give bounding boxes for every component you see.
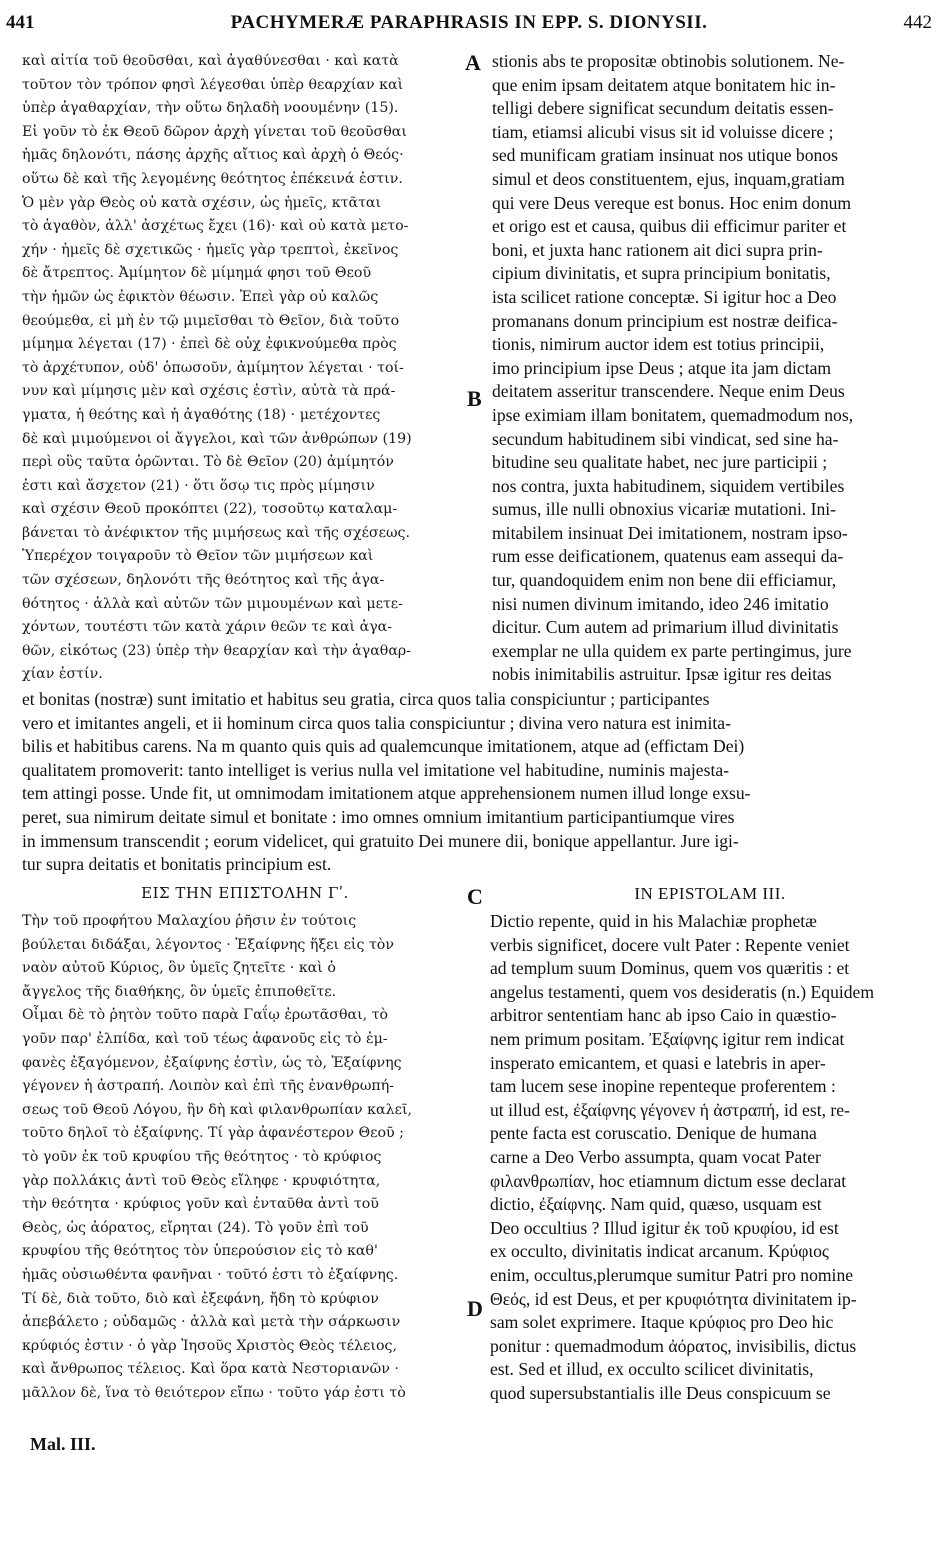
text-line: peret, sua nimirum deitate simul et bonitate : imo omnes omnium imitantium participantiumque vires: [22, 806, 735, 827]
text-line: ut illud est, ἐξαίφνης γέγονεν ἡ ἀστραπή, id est, re-: [490, 1099, 850, 1120]
page-number-right: 442: [903, 12, 932, 33]
text-line: Τὴν τοῦ προφήτου Μαλαχίου ῥῆσιν ἐν τούτοις: [22, 913, 357, 929]
text-line: θῶν, εἰκότως (23) ὑπὲρ τὴν θεαρχίαν καὶ τὴν ἀγαθαρ-: [22, 642, 412, 659]
text-line: σεως τοῦ Θεοῦ Λόγου, ἣν δὴ καὶ φιλανθρωπίαν καλεῖ,: [22, 1101, 413, 1118]
text-line: θότητος · ἀλλὰ καὶ αὐτῶν τῶν μιμουμένων καὶ μετε-: [22, 595, 403, 612]
text-line: τὴν θεότητα · κρύφιος γοῦν καὶ ἐνταῦθα ἀντὶ τοῦ: [22, 1196, 379, 1213]
text-line: mitabilem insinuat Dei imitationem, nostram ipso-: [492, 522, 848, 543]
text-line: Εἰ γοῦν τὸ ἐκ Θεοῦ δῶρον ἀρχὴ γίνεται τοῦ θεοῦσθαι: [22, 123, 407, 140]
text-line: Οἶμαι δὲ τὸ ῥητὸν τοῦτο παρὰ Γαΐῳ ἐρωτᾶσθαι, τὸ: [22, 1007, 389, 1024]
text-line: cipium divinitatis, et supra principium bonitatis,: [492, 263, 831, 284]
margin-marker-d: D: [467, 1296, 483, 1321]
margin-marker-b: B: [467, 386, 482, 411]
text-line: bitudine seu qualitate habet, nec jure participii ;: [492, 452, 828, 473]
text-line: nobis inimitabilis astruitur. Ipsæ igitur res deitas: [492, 664, 832, 685]
text-line: rum esse deificationem, quatenus eam assequi da-: [492, 546, 844, 567]
latin-section-heading: IN EPISTOLAM III.: [634, 884, 786, 903]
text-line: bilis et habitibus carens. Na m quanto quis quis ad qualemcunque imitationem, atque ad (effictam Dei): [22, 736, 745, 757]
text-line: dictio, ἐξαίφνης. Nam quid, quæso, usquam est: [490, 1194, 822, 1215]
latin-column-bottom: [490, 910, 924, 1405]
greek-section-heading: ΕΙΣ ΤΗΝ ΕΠΙΣΤΟΛΗΝ Γʹ.: [141, 884, 349, 902]
text-line: τῶν σχέσεων, δηλονότι τῆς θεότητος καὶ τῆς ἀγα-: [22, 572, 385, 589]
text-line: Θεὸς, ὡς ἀόρατος, εἴρηται (24). Τὸ γοῦν ἐπὶ τοῦ: [22, 1219, 369, 1236]
text-line: deitatem asseritur transcendere. Neque enim Deus: [492, 381, 845, 402]
text-line: et bonitas (nostræ) sunt imitatio et habitus seu gratia, circa quos talia conspiciuntur ; participantes: [22, 689, 710, 709]
text-line: ponitur : quemadmodum ἀόρατος, invisibilis, dictus: [490, 1335, 857, 1356]
text-line: ἄγγελος τῆς διαθήκης, ὃν ὑμεῖς ἐπιποθεῖτε.: [22, 983, 337, 1000]
latin-column-top: [492, 50, 924, 687]
page-header: [6, 12, 932, 42]
text-line: δὲ καὶ μιμούμενοι οἱ ἄγγελοι, καὶ τῶν ἀνθρώπων (19): [22, 430, 412, 447]
text-line: simul et deos constituentem, ejus, inquam,gratiam: [492, 168, 845, 189]
text-line: ἐστι καὶ ἄσχετον (21) · ὅτι ὅσῳ τις πρὸς μίμησιν: [22, 477, 375, 494]
text-line: κρύφιός ἐστιν · ὁ γὰρ Ἰησοῦς Χριστὸς Θεὸς τέλειος,: [22, 1337, 397, 1354]
text-line: quod supersubstantialis ille Deus conspicuum se: [490, 1382, 831, 1403]
text-line: in immensum transcendit ; eorum videlicet, qui gratuito Dei munere dii, bonique appellantur. Jure igi-: [22, 830, 739, 851]
text-line: χόντων, τουτέστι τῶν κατὰ χάριν θεῶν τε καὶ ἀγα-: [22, 619, 393, 636]
text-line: tur supra deitatis et bonitatis principium est.: [22, 854, 332, 875]
text-line: tur, quandoquidem enim non bene dii efficiamur,: [492, 570, 837, 591]
text-line: γοῦν παρ' ἐλπίδα, καὶ τοῦ τέως ἀφανοῦς εἰς τὸ ἐμ-: [22, 1030, 388, 1047]
text-line: exemplar ne ulla quidem ex parte pertingimus, jure: [492, 640, 852, 661]
text-line: ad templum suum Dominus, quem vos quæritis : et: [490, 958, 850, 979]
text-line: καὶ αἰτία τοῦ θεοῦσθαι, καὶ ἀγαθύνεσθαι · καὶ κατὰ: [22, 53, 399, 69]
text-line: Ὁ μὲν γὰρ Θεὸς οὐ κατὰ σχέσιν, ὡς ἡμεῖς, κτᾶται: [22, 194, 382, 211]
text-line: sam solet exprimere. Itaque κρύφιος pro Deo hic: [490, 1312, 834, 1333]
text-line: ἡμᾶς δηλονότι, πάσης ἀρχῆς αἴτιος καὶ ἀρχὴ ὁ Θεός·: [22, 147, 404, 164]
text-line: qui vere Deus vereque est bonus. Hoc enim donum: [492, 192, 852, 213]
text-line: imo principium ipse Deus ; atque ita jam dictam: [492, 357, 832, 378]
text-line: χήν · ἡμεῖς δὲ σχετικῶς · ἡμεῖς γὰρ τρεπτοὶ, ἐκεῖνος: [22, 241, 399, 258]
text-line: ὑπὲρ ἀγαθαρχίαν, τὴν οὕτω δηλαδὴ νοουμένην (15).: [22, 100, 399, 117]
text-line: enim, occultus,plerumque sumitur Patri pro nomine: [490, 1264, 854, 1285]
text-line: τοῦτον τὸν τρόπον φησὶ λέγεσθαι ὑπὲρ θεαρχίαν καὶ: [22, 76, 404, 93]
text-line: ex occulto, divinitatis indicat arcanum. Κρύφιος: [490, 1241, 829, 1262]
greek-column-top: [22, 50, 462, 687]
text-line: κρυφίου τῆς θεότητος τὸν ὑπερούσιον εἰς τὸ καθ': [22, 1243, 378, 1260]
text-line: sed munificam gratiam insinuat nos utique bonos: [492, 145, 838, 166]
text-line: δὲ ἄτρεπτος. Ἀμίμητον δὲ μίμημά φησι τοῦ Θεοῦ: [22, 265, 372, 282]
text-line: nisi numen divinum imitando, ideo 246 imitatio: [492, 593, 829, 614]
text-line: Τί δὲ, διὰ τοῦτο, διὸ καὶ ἐξεφάνη, ἤδη τὸ κρύφιον: [22, 1290, 379, 1307]
text-line: telligi debere significat secundum deitatis essen-: [492, 98, 834, 119]
text-line: μίμημα λέγεται (17) · ἐπεὶ δὲ οὐχ ἐφικνούμεθα πρὸς: [22, 336, 397, 353]
text-line: βούλεται διδάξαι, λέγοντος · Ἐξαίφνης ἥξει εἰς τὸν: [22, 936, 394, 953]
text-line: νυν καὶ μίμησις μὲν καὶ σχέσις ἐστὶν, αὐτὰ τὰ πρά-: [22, 383, 396, 400]
text-line: βάνεται τὸ ἀνέφικτον τῆς μιμήσεως καὶ τῆς σχέσεως.: [22, 524, 410, 541]
text-line: tionis, nimirum auctor idem est totius principii,: [492, 334, 825, 355]
text-line: ἀπεβάλετο ; οὐδαμῶς · ἀλλὰ καὶ μετὰ τὴν σάρκωσιν: [22, 1314, 401, 1331]
text-line: γὰρ πολλάκις ἀντὶ τοῦ Θεὸς εἴληφε · κρυφιότητα,: [22, 1172, 381, 1189]
text-line: angelus testamenti, quem vos desideratis (n.) Equidem: [490, 981, 875, 1002]
page-number-left: 441: [6, 12, 35, 33]
text-line: γέγονεν ἡ ἀστραπή. Λοιπὸν καὶ ἐπὶ τῆς ἐνανθρωπή-: [22, 1078, 395, 1095]
text-line: Deo occultius ? Illud igitur ἐκ τοῦ κρυφίου, id est: [490, 1217, 839, 1238]
text-line: καὶ σχέσιν Θεοῦ προκόπτει (22), τοσοῦτῳ καταλαμ-: [22, 501, 398, 518]
text-line: ναὸν αὐτοῦ Κύριος, ὃν ὑμεῖς ζητεῖτε · καὶ ὁ: [22, 960, 336, 977]
text-line: ipse eximiam illam bonitatem, quemadmodum nos,: [492, 404, 854, 425]
text-line: τὸ ἀγαθὸν, ἀλλ' ἀσχέτως ἔχει (16)· καὶ οὐ κατὰ μετο-: [22, 218, 409, 235]
text-line: secundum habitudinem sibi vindicat, sed sine ha-: [492, 428, 839, 449]
latin-full-width-paragraph: [22, 688, 924, 877]
text-line: vero et imitantes angeli, et ii hominum circa quos talia conspiciuntur ; divina vero natura est inimita-: [22, 712, 731, 733]
text-line: οὕτω δὲ καὶ τῆς λεγομένης θεότητος ἐπέκεινά ἐστιν.: [22, 170, 403, 187]
text-line: τὸ γοῦν ἐκ τοῦ κρυφίου τῆς θεότητος · τὸ κρύφιος: [22, 1148, 382, 1165]
text-line: dicitur. Cum autem ad primarium illud divinitatis: [492, 617, 839, 638]
margin-marker-a: A: [465, 50, 481, 75]
text-line: pente facta est coruscatio. Denique de humana: [490, 1123, 817, 1144]
scripture-footnote: Mal. III.: [30, 1434, 96, 1454]
text-line: stionis abs te propositæ obtinobis solutionem. Ne-: [492, 51, 845, 71]
text-line: τὴν ἡμῶν ὡς ἐφικτὸν θέωσιν. Ἐπεὶ γὰρ οὐ καλῶς: [22, 288, 379, 305]
text-line: τὸ ἀρχέτυπον, οὐδ' ὁπωσοῦν, ἀμίμητον λέγεται · τοί-: [22, 359, 404, 376]
text-line: τοῦτο δηλοῖ τὸ ἐξαίφνης. Τί γὰρ ἀφανέστερον Θεοῦ ;: [22, 1125, 404, 1142]
text-line: insperato emicantem, et quasi e latebris in aper-: [490, 1052, 826, 1073]
text-line: φιλανθρωπίαν, hoc etiamnum dictum esse declarat: [490, 1170, 847, 1191]
text-line: περὶ οὓς ταῦτα ὁρῶνται. Τὸ δὲ Θεῖον (20) ἀμίμητόν: [22, 454, 394, 471]
text-line: qualitatem promoverit: tanto intelliget is verius nulla vel imitatione vel habitudine, numinis majesta-: [22, 759, 730, 780]
text-line: ista scilicet ratione conceptæ. Si igitur hoc a Deo: [492, 286, 837, 307]
text-line: Dictio repente, quid in his Malachiæ prophetæ: [490, 911, 817, 931]
text-line: sumus, ille nulli obnoxius vicariæ mutationi. Ini-: [492, 499, 837, 520]
text-line: boni, et juxta hanc rationem ait dici supra prin-: [492, 239, 823, 260]
text-line: carne a Deo Verbo assumpta, quam vocat Pater: [490, 1146, 821, 1167]
text-line: Ὑπερέχον τοιγαροῦν τὸ Θεῖον τῶν μιμήσεων καὶ: [22, 548, 374, 565]
text-line: est. Sed et illud, ex occulto scilicet divinitatis,: [490, 1359, 814, 1380]
text-line: ἡμᾶς οὐσιωθέντα φανῆναι · τοῦτό ἐστι τὸ ἐξαίφνης.: [22, 1266, 399, 1283]
text-line: γματα, ἡ θεότης καὶ ἡ ἀγαθότης (18) · μετέχοντες: [22, 406, 381, 423]
text-line: arbitror sententiam hanc ab ipso Caio in quæstio-: [490, 1005, 837, 1026]
text-line: θεούμεθα, εἰ μὴ ἐν τῷ μιμεῖσθαι τὸ Θεῖον, διὰ τοῦτο: [22, 312, 400, 329]
text-line: verbis significet, docere vult Pater : Repente veniet: [490, 934, 850, 955]
text-line: tem attingi posse. Unde fit, ut omnimodam imitationem atque apprehensionem numen illud longe exsu-: [22, 783, 751, 804]
text-line: χίαν ἐστίν.: [22, 666, 103, 683]
text-line: Θεός, id est Deus, et per κρυφιότητα divinitatem ip-: [490, 1288, 857, 1309]
text-line: καὶ ἄνθρωπος τέλειος. Καὶ ὅρα κατὰ Νεστοριανῶν ·: [22, 1361, 399, 1378]
text-line: tiam, etiamsi alicubi visus sit id voluisse dicere ;: [492, 121, 834, 142]
margin-marker-c: C: [467, 884, 483, 909]
text-line: tam lucem sese inopine repenteque proferentem :: [490, 1076, 836, 1097]
text-line: que enim ipsam deitatem atque bonitatem hic in-: [492, 74, 836, 95]
greek-column-bottom: [22, 910, 462, 1405]
text-line: μᾶλλον δὲ, ἵνα τὸ θειότερον εἴπω · τοῦτο γάρ ἐστι τὸ: [22, 1384, 406, 1401]
text-line: promanans donum principium est nostræ deifica-: [492, 310, 838, 331]
text-line: φανὲς ἐξαγόμενον, ἐξαίφνης ἐστὶν, ὡς τὸ, Ἐξαίφνης: [22, 1054, 402, 1071]
text-line: nos contra, juxta habitudinem, siquidem vertibiles: [492, 475, 845, 496]
text-line: nem primum positam. Ἐξαίφνης igitur rem indicat: [490, 1028, 845, 1049]
text-line: et origo est et causa, quibus dii efficimur pariter et: [492, 216, 847, 237]
running-title: PACHYMERÆ PARAPHRASIS IN EPP. S. DIONYSII.: [230, 12, 708, 33]
